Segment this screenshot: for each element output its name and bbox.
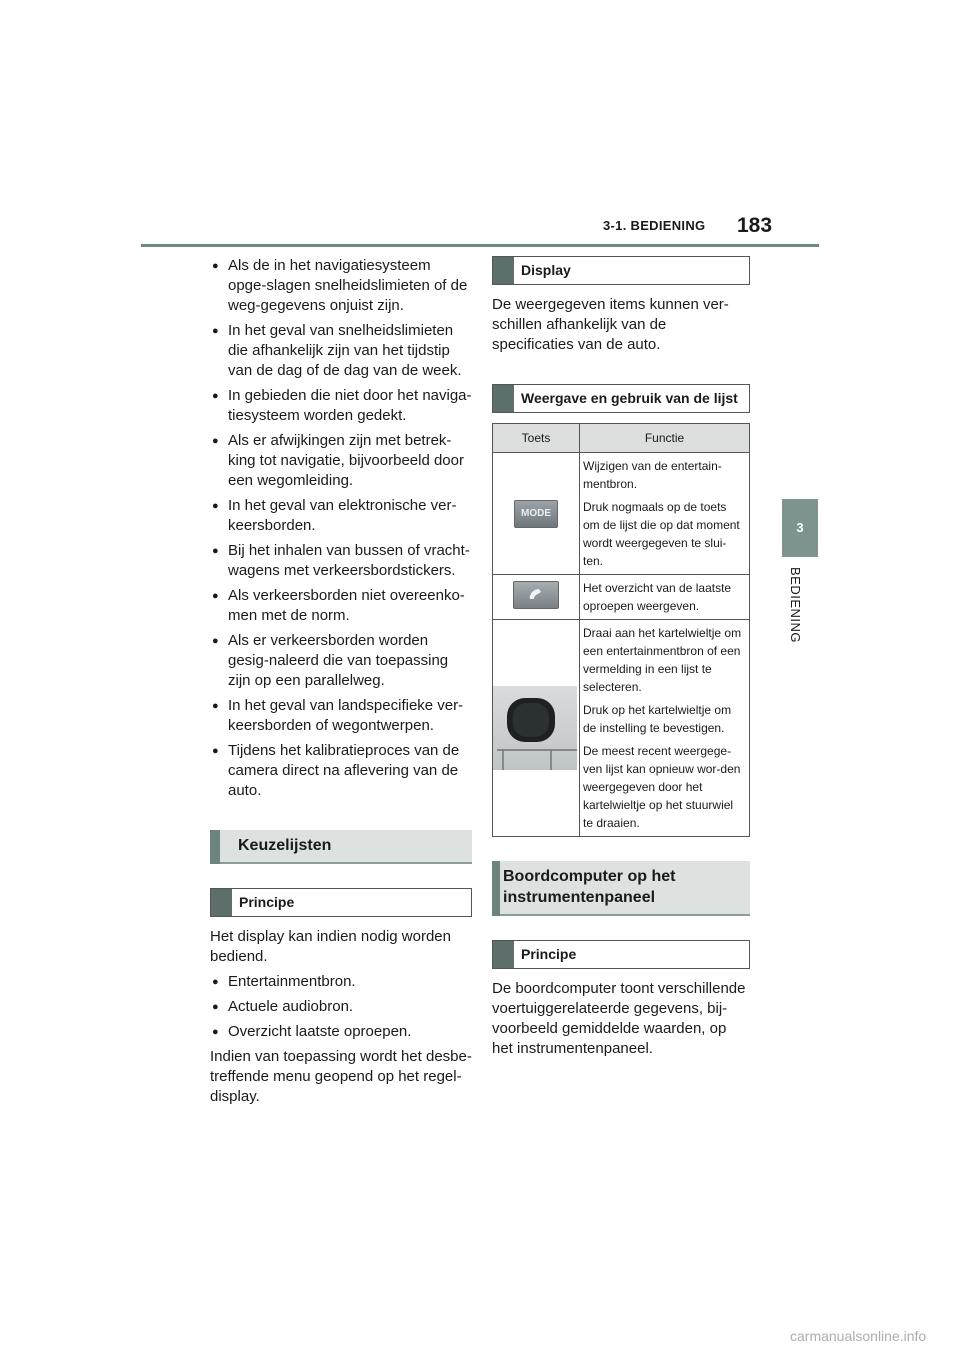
heading-text: Display [521, 262, 571, 278]
heading-bar [210, 830, 220, 864]
left-column [210, 256, 472, 1112]
table-row [493, 575, 750, 620]
function-cell [580, 575, 750, 620]
heading-keuzelijsten [210, 830, 472, 864]
conditions-list [210, 256, 472, 801]
header-rule [141, 244, 819, 247]
list-item: ● Overzicht laatste oproepen. [210, 1022, 472, 1042]
heading-text: Keuzelijsten [238, 837, 332, 854]
list-item: ● Bij het inhalen van bussen of vracht-wagens met verkeersbordstickers. [210, 541, 472, 581]
list-item: ● Als verkeersborden niet overeenko-men met de norm. [210, 586, 472, 626]
watermark: carmanualsonline.info [790, 1328, 927, 1344]
list-item: ● Tijdens het kalibratieproces van de camera direct na aflevering van de auto. [210, 741, 472, 801]
page-number: 183 [737, 214, 773, 237]
list-item: ● Als de in het navigatiesysteem opge-slagen snelheidslimieten of de weg-gegevens onjuist zijn. [210, 256, 472, 316]
key-cell [493, 575, 580, 620]
phone-button-icon [513, 581, 559, 609]
function-text: Druk op het kartelwieltje om de instelling te bevestigen. [583, 703, 732, 735]
heading-text: Boordcomputer op het instrumentenpaneel [503, 868, 676, 906]
heading-principe [210, 888, 472, 917]
function-text: Wijzigen van de entertain-mentbron. [583, 459, 722, 491]
key-function-table [492, 423, 750, 837]
heading-bar [493, 257, 514, 284]
function-cell [580, 453, 750, 575]
column-header: Toets [493, 424, 580, 453]
heading-bar [493, 941, 514, 968]
column-header: Functie [580, 424, 750, 453]
heading-text: Principe [239, 894, 295, 910]
function-text: De meest recent weergege-ven lijst kan opnieuw wor-den weergegeven door het kartelwieltje op het stuurwiel te draaien. [583, 744, 741, 830]
list-item: ● Als er afwijkingen zijn met betrek-king tot navigatie, bijvoorbeeld door een wegomleiding. [210, 431, 472, 491]
heading-display [492, 256, 750, 285]
paragraph: Het display kan indien nodig worden bediend. [210, 928, 451, 965]
right-column [492, 256, 750, 1064]
heading-principe-right [492, 940, 750, 969]
list-item: ● In het geval van snelheidslimieten die afhankelijk zijn van het tijdstip van de dag of de dag van de week. [210, 321, 472, 381]
key-cell [493, 620, 580, 837]
heading-bar [493, 385, 514, 412]
heading-text: Principe [521, 946, 577, 962]
table-row [493, 453, 750, 575]
function-text: Druk nogmaals op de toets om de lijst die op dat moment wordt weergegeven te slui-ten. [583, 500, 740, 568]
chapter-tab: 3 [782, 499, 818, 557]
list-item: ● In gebieden die niet door het naviga-tiesysteem worden gedekt. [210, 386, 472, 426]
heading-bar [211, 889, 232, 916]
list-item: ● In het geval van landspecifieke ver-keersborden of wegontwerpen. [210, 696, 472, 736]
function-cell [580, 620, 750, 837]
function-text: Het overzicht van de laatste oproepen weergeven. [583, 581, 732, 613]
function-text: Draai aan het kartelwieltje om een entertainmentbron of een vermelding in een lijst te selecteren. [583, 626, 742, 694]
paragraph: Indien van toepassing wordt het desbe-treffende menu geopend op het regel-display. [210, 1048, 472, 1105]
thumbwheel-icon [493, 686, 577, 770]
heading-boordcomputer [492, 861, 750, 916]
table-header-row [493, 424, 750, 453]
list-item: ● Entertainmentbron. [210, 972, 472, 992]
list-item: ● Als er verkeersborden worden gesig-naleerd die van toepassing zijn op een parallelweg. [210, 631, 472, 691]
heading-text: Weergave en gebruik van de lijst [521, 390, 738, 406]
list-item: ● Actuele audiobron. [210, 997, 472, 1017]
paragraph: De weergegeven items kunnen ver-schillen afhankelijk van de specificaties van de auto. [492, 296, 729, 353]
table-row [493, 620, 750, 837]
chapter-label: BEDIENING [788, 567, 803, 644]
key-cell [493, 453, 580, 575]
heading-lijst [492, 384, 750, 413]
paragraph: De boordcomputer toont verschillende voertuiggerelateerde gegevens, bij-voorbeeld gemiddelde waarden, op het instrumentenpaneel. [492, 980, 746, 1057]
header-section: 3-1. BEDIENING [603, 218, 706, 233]
sources-list [210, 972, 472, 1042]
list-item: ● In het geval van elektronische ver-keersborden. [210, 496, 472, 536]
heading-bar [492, 861, 500, 916]
mode-button-icon: MODE [514, 500, 558, 528]
